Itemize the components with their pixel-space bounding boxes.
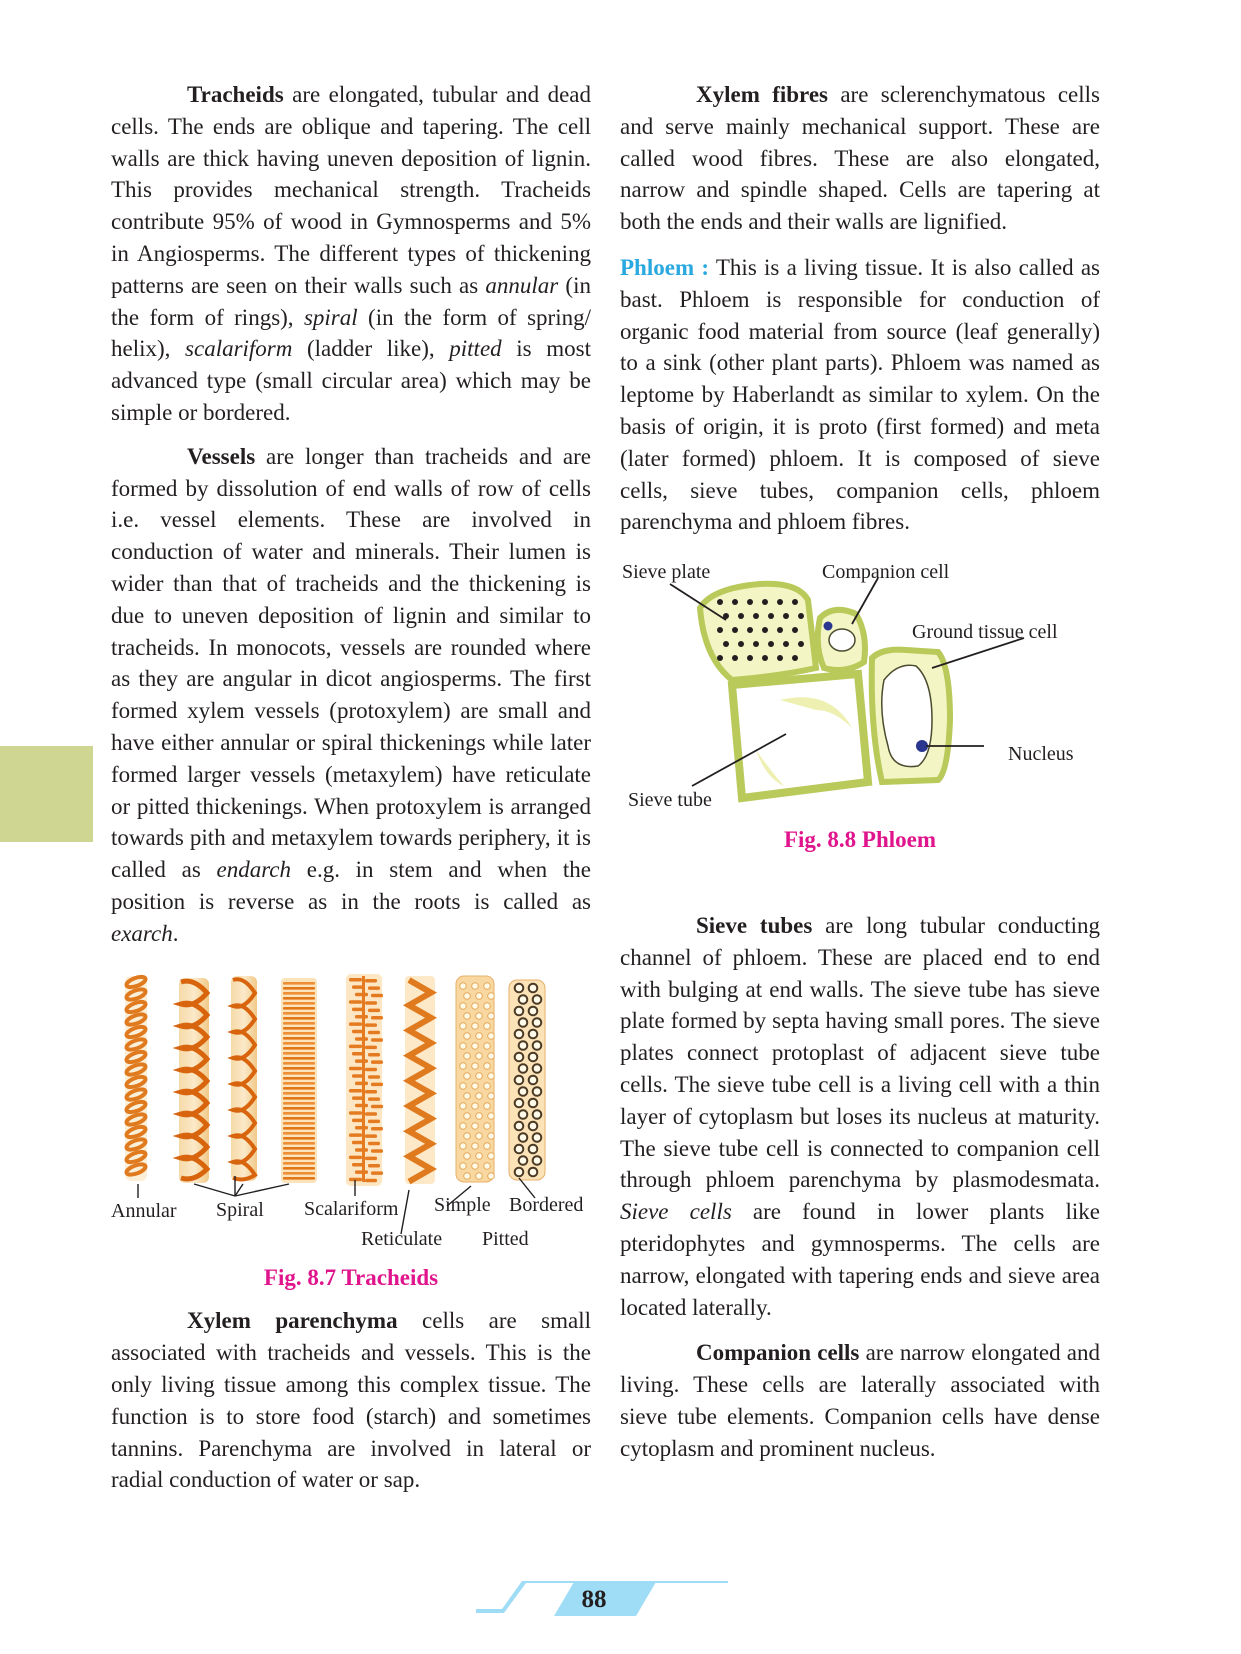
- text-run: Xylem fibres: [696, 82, 828, 107]
- sieve-tube-cell: [732, 674, 868, 798]
- phloem-paragraph: [620, 252, 1100, 538]
- text-run: scalariform: [185, 336, 293, 362]
- vessels-paragraph: [111, 441, 591, 950]
- text-run: (in the form of rings),: [111, 272, 591, 330]
- spiral-tracheid-1: [179, 978, 209, 1183]
- label-companion-cell: Companion cell: [822, 561, 950, 584]
- text-run: Sieve cells: [620, 1199, 732, 1225]
- left-column: [111, 79, 591, 1508]
- text-run: Xylem parenchyma: [187, 1308, 398, 1334]
- text-run: is most advanced type (small circular area) which may be simple or bordered.: [111, 336, 591, 425]
- chapter-side-tab: [0, 746, 93, 842]
- text-run: spiral: [303, 304, 358, 330]
- text-run: Vessels: [187, 443, 256, 469]
- sieve-plate-cell: [700, 584, 816, 680]
- text-run: are elongated, tubular and dead cells. The ends are oblique and tapering. The cell walls are thick having uneven deposition of lignin. This provides mechanical strength. Tracheids contribute 95% of wood in Gymnosperms and 5% in Angiosperms. The different types of thickening patterns are seen on their walls such as: [111, 82, 591, 298]
- xylem-fibres-paragraph: [620, 79, 1100, 238]
- phloem-figure: [620, 550, 1100, 820]
- text-run: cells are small associated with tracheids and vessels. This is the only living tissue among this complex tissue. The function is to store food (starch) and sometimes tannins. Parenchyma are involved in lateral or radial conduction of water or sap.: [111, 1308, 591, 1493]
- text-run: This is a living tissue. It is also called as bast. Phloem is responsible for conduction of organic food material from source (leaf generally) to a sink (other plant parts). Phloem was named as leptome by Haberlandt as similar to xylem. On the basis of origin, it is proto (first formed) and meta (later formed) phloem. It is composed of sieve cells, sieve tubes, companion cells, phloem parenchyma and phloem fibres.: [620, 254, 1100, 535]
- tracheids-paragraph: [111, 79, 591, 429]
- label-sieve-tube: Sieve tube: [628, 789, 712, 812]
- text-run: Sieve tubes: [696, 912, 813, 938]
- text-run: .: [172, 920, 179, 946]
- text-run: Companion cells: [696, 1340, 860, 1366]
- text-run: Tracheids: [187, 82, 284, 107]
- fig-8-7-caption: Fig. 8.7 Tracheids: [263, 1264, 439, 1290]
- label-annular: Annular: [111, 1199, 177, 1222]
- companion-nucleus: [824, 622, 833, 631]
- page-number: 88: [581, 1586, 607, 1613]
- text-run: are longer than tracheids and are formed by dissolution of end walls of row of cells i.e. vessel elements. These are involved in conduction of water and minerals. Their lumen is wider than that of tracheids and the thickening is due to uneven deposition of lignin and similar to tracheids. In monocots, vessels are rounded where as they are angular in dicot angiosperms. The first formed xylem vessels (protoxylem) are small and have either annular or spiral thickenings while later formed larger vessels (metaxylem) have reticulate or pitted thickenings. When protoxylem is arranged towards pith and metaxylem towards periphery, it is called as: [111, 443, 591, 883]
- label-bordered: Bordered: [509, 1193, 584, 1216]
- simple-pitted-tracheid: [456, 976, 494, 1182]
- fig-8-8-caption: Fig. 8.8 Phloem: [783, 827, 937, 853]
- label-spiral: Spiral: [216, 1198, 264, 1221]
- label-pitted: Pitted: [482, 1227, 529, 1250]
- text-run: Phloem :: [620, 254, 710, 280]
- text-run: pitted: [449, 336, 502, 362]
- text-run: are sclerenchymatous cells and serve mainly mechanical support. These are called wood fibres. These are also elongated, narrow and spindle shaped. Cells are tapering at both the ends and their walls are lignified.: [620, 82, 1100, 235]
- companion-cells-paragraph: [620, 1337, 1100, 1464]
- label-simple: Simple: [434, 1193, 491, 1216]
- spiral-tracheid-2: [231, 976, 257, 1181]
- text-run: are found in lower plants like pteridophytes and gymnosperms. The cells are narrow, elongated with tapering ends and sieve area located laterally.: [620, 1199, 1100, 1320]
- text-run: endarch: [216, 857, 292, 883]
- annular-tracheid: [125, 974, 147, 1180]
- label-reticulate: Reticulate: [361, 1227, 443, 1250]
- text-run: (in the form of spring/ helix),: [111, 304, 591, 362]
- tracheids-figure: [111, 966, 591, 1256]
- text-run: e.g. in stem and when the position is reverse as in the roots is called as: [111, 857, 591, 914]
- text-run: are narrow elongated and living. These cells are laterally associated with sieve tube elements. Companion cells have dense cytoplasm and prominent nucleus.: [620, 1340, 1101, 1461]
- text-run: (ladder like),: [292, 336, 450, 362]
- text-run: are long tubular conducting channel of phloem. These are placed end to end with bulging at end walls. The sieve tube has sieve plate formed by septa having small pores. The sieve plates connect protoplast of adjacent sieve tube cells. The sieve tube cell is a living cell with a thin layer of cytoplasm but loses its nucleus at maturity. The sieve tube cell is connected to companion cell through phloem parenchyma by plasmodesmata.: [620, 912, 1101, 1193]
- right-column: [620, 79, 1100, 1477]
- reticulate-tracheid: [346, 974, 383, 1186]
- scalariform-tracheid: [281, 978, 317, 1183]
- label-sieve-plate: Sieve plate: [622, 561, 711, 584]
- page-number-banner: [476, 1578, 728, 1622]
- label-nucleus: Nucleus: [1008, 743, 1074, 766]
- text-run: annular: [485, 272, 559, 298]
- label-ground-tissue-cell: Ground tissue cell: [912, 621, 1058, 644]
- text-run: exarch: [111, 920, 173, 946]
- sieve-tubes-paragraph: [620, 910, 1100, 1323]
- xylem-parenchyma-paragraph: [111, 1305, 591, 1496]
- bordered-pitted-tracheid: [509, 980, 545, 1180]
- reticulate-tracheid-2: [405, 976, 435, 1184]
- label-scalariform: Scalariform: [304, 1197, 399, 1220]
